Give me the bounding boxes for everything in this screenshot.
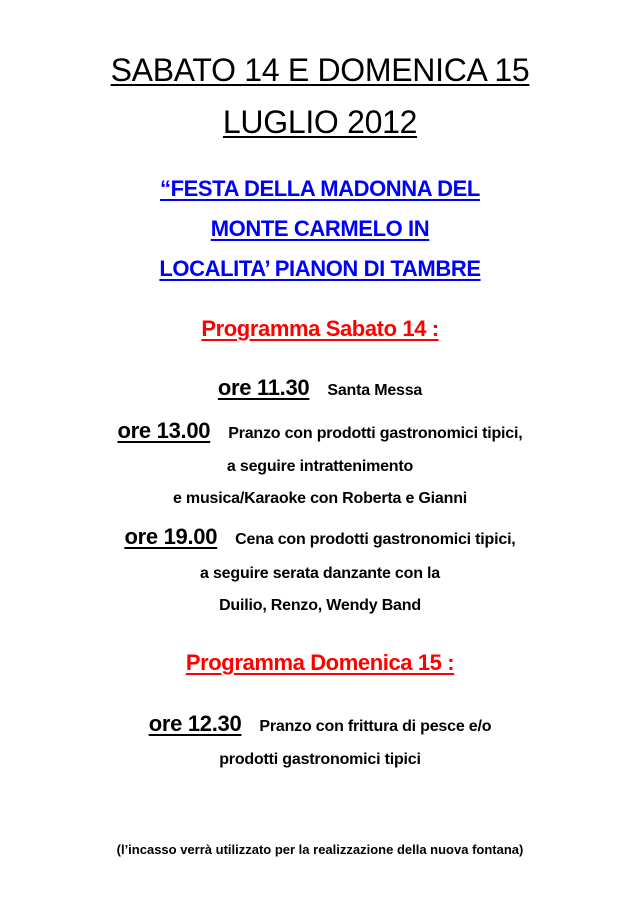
domenica-item-1-text: Pranzo con frittura di pesce e/o bbox=[259, 718, 492, 735]
domenica-item-1-time: ore 12.30 bbox=[148, 711, 242, 736]
sabato-item-2-time: ore 13.00 bbox=[117, 418, 211, 443]
sabato-item-1 bbox=[0, 375, 640, 401]
sabato-item-3-cont-2: Duilio, Renzo, Wendy Band bbox=[219, 597, 421, 614]
festa-line-3: LOCALITA’ PIANON DI TAMBRE bbox=[159, 256, 481, 281]
sabato-heading: Programma Sabato 14 : bbox=[201, 316, 439, 341]
domenica-item-1-cont-1: prodotti gastronomici tipici bbox=[219, 751, 421, 768]
sabato-item-2-text: Pranzo con prodotti gastronomici tipici, bbox=[228, 425, 523, 442]
sabato-item-1-time: ore 11.30 bbox=[217, 375, 310, 400]
festa-line-2: MONTE CARMELO IN bbox=[210, 216, 430, 241]
sabato-item-2-cont-2: e musica/Karaoke con Roberta e Gianni bbox=[172, 490, 468, 507]
title-line-2: LUGLIO 2012 bbox=[222, 104, 418, 140]
domenica-heading: Programma Domenica 15 : bbox=[185, 650, 455, 675]
title-line-1: SABATO 14 E DOMENICA 15 bbox=[110, 52, 530, 88]
sabato-item-1-text: Santa Messa bbox=[327, 382, 423, 399]
footer-note: (l’incasso verrà utilizzato per la realizzazione della nuova fontana) bbox=[116, 842, 524, 857]
festa-line-1: “FESTA DELLA MADONNA DEL bbox=[160, 176, 480, 201]
sabato-item-2-cont-1: a seguire intrattenimento bbox=[226, 458, 414, 475]
sabato-item-3 bbox=[0, 524, 640, 550]
domenica-item-1 bbox=[0, 711, 640, 737]
sabato-item-3-text: Cena con prodotti gastronomici tipici, bbox=[235, 531, 516, 548]
sabato-item-3-time: ore 19.00 bbox=[124, 524, 218, 549]
sabato-item-3-cont-1: a seguire serata danzante con la bbox=[200, 565, 440, 582]
sabato-item-2 bbox=[0, 418, 640, 444]
